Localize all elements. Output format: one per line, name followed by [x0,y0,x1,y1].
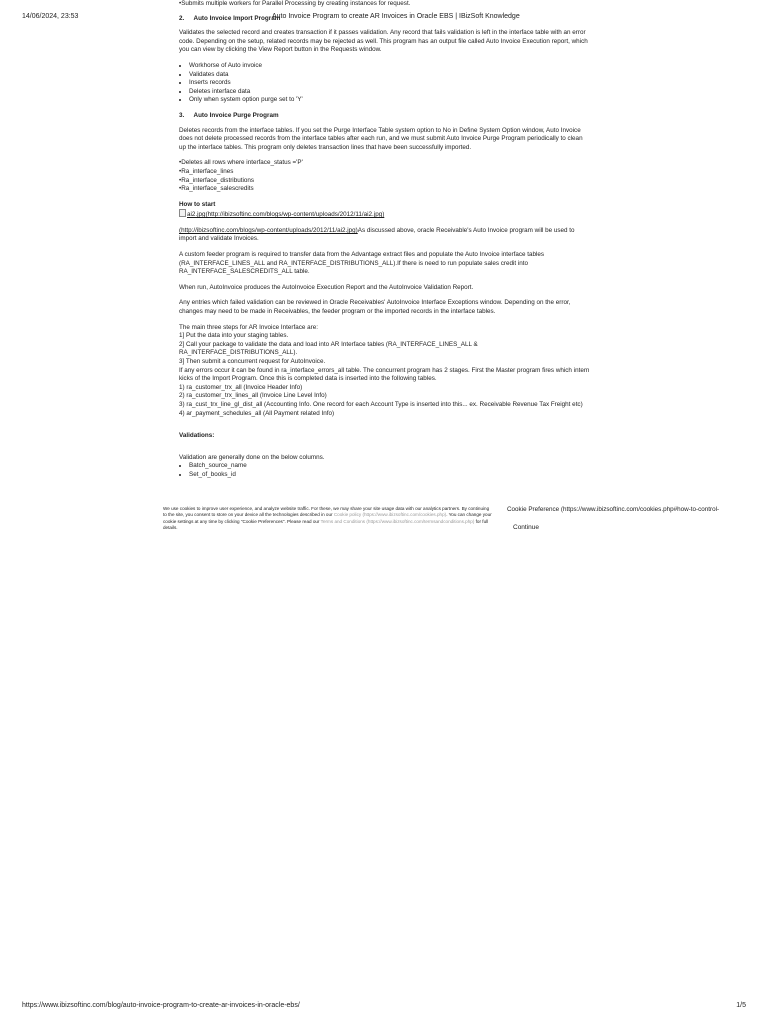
steps-line: The main three steps for AR Invoice Interface are: [179,323,318,331]
section2-paragraph: Validates the selected record and creates transaction if it passes validation. Any record that fails validation is left in the interface table with an error code. Depending on the setup, related records may be rejected as well. This program has an output file called Auto Invoice Execution report, which you can view by clicking the View Report button in the Requests window. [179,29,588,54]
page-number: 1/5 [736,1002,746,1009]
steps-block [179,324,591,419]
section3-line: •Ra_interface_distributions [179,176,255,184]
validations-intro: Validation are generally done on the below columns. [179,453,325,461]
section3-number: 3. [179,111,185,119]
image-url-link[interactable]: (http://ibizsoftinc.com/blogs/wp-content/uploads/2012/11/ai2.jpg) [205,211,385,219]
steps-line: 1) ra_customer_trx_all (Invoice Header Info) [179,383,303,391]
list-item: • Batch_source_name [189,462,591,471]
steps-line: 2) ra_customer_trx_lines_all (Invoice Line Level Info) [179,392,327,400]
cookie-text-part: for full details. [163,518,489,530]
how-to-start-text: As discussed above, oracle Receivable's Auto Invoice program will be used to import and validate Invoices. [179,226,575,243]
paragraph-reports: When run, AutoInvoice produces the AutoInvoice Execution Report and the AutoInvoice Validation Report. [179,283,474,291]
steps-line: 3) ra_cust_trx_line_gl_dist_all (Accounting Info. One record for each Account Type is inserted into this... ex. Receivable Revenue Tax Freight etc) [179,400,583,408]
list-item: • Workhorse of Auto invoice [189,62,591,71]
steps-line: 2] Call your package to validate the data and load into AR Interface tables (RA_INTERFACE_LINES_ALL & RA_INTERFACE_DISTRIBUTIONS_ALL). [179,340,478,357]
section2-title: Auto Invoice Import Program [193,14,281,22]
steps-line: 3] Then submit a concurrent request for AutoInvoice. [179,358,326,365]
list-item: • Validates data [189,71,591,80]
section3-heading [179,112,591,121]
cookie-text-part: . You can change your cookie settings at any time by clicking "Cookie Preferences". Please read our [163,512,492,524]
list-item: • Inserts records [189,79,591,88]
image-source-link[interactable]: (http://ibizsoftinc.com/blogs/wp-content/uploads/2012/11/ai2.jpg) [179,226,358,234]
how-to-start-paragraph [179,227,591,244]
image-link-line[interactable] [179,209,591,220]
broken-image-icon [179,209,186,217]
cookie-policy-link[interactable]: Cookie policy (https://www.ibizsoftinc.com/cookies.php) [333,512,447,518]
cookie-banner-text [163,506,493,531]
list-item: • Set_of_books_id [189,471,591,480]
continue-button[interactable]: Continue [513,524,540,531]
section2-number: 2. [179,14,185,22]
section3-line: •Ra_interface_salescredits [179,185,254,193]
top-line: •Submits multiple workers for Parallel Processing by creating instances for request. [179,0,411,7]
validations-heading: Validations: [179,432,215,440]
section2-heading [179,15,591,24]
section3-title: Auto Invoice Purge Program [193,111,279,119]
cookie-preference-link[interactable]: Cookie Preference (https://www.ibizsoftinc.com/cookies.php#how-to-control- [507,506,720,513]
list-item: • Deletes interface data [189,88,591,97]
paragraph-exceptions: Any entries which failed validation can be reviewed in Oracle Receivables' AutoInvoice Interface Exceptions window. Depending on the error, changes may need to be made in Receivables, the feeder program or the imported records in the interface tables. [179,299,571,316]
section3-paragraph: Deletes records from the interface tables. If you set the Purge Interface Table system option to No in Define System Option window, Auto Invoice does not delete processed records from the interface tables after each run, and we must submit Auto Invoice Purge Program periodically to clean up the interface tables. This program only deletes transaction lines that have been successfully imported. [179,126,583,151]
section2-bullets [179,62,591,105]
image-alt-text[interactable]: ai2.jpg [187,211,206,219]
how-to-start-heading: How to start [179,200,216,208]
print-date: 14/06/2024, 23:53 [22,13,79,20]
steps-line: If any errors occur it can be found in ra_interface_errors_all table. The concurrent program has 2 stages. First the Master program fires which intern kicks of the Import Program. Once this is completed data is inserted into the following tables. [179,366,590,383]
steps-line: 1] Put the data into your staging tables. [179,332,289,340]
list-item: • Only when system option purge set to 'Y' [189,96,591,105]
terms-link[interactable]: Terms and Conditions (https://www.ibizsoftinc.com/termsandconditions.php) [320,518,475,524]
cookie-text-part: We use cookies to improve user experience, and analyze website traffic. For these, we may share your site usage data with our analytics partners. By continuing to the site, you consent to store on your device all the technologies described in our [163,506,490,518]
page-title: Auto Invoice Program to create AR Invoices in Oracle EBS | IBizSoft Knowledge [272,13,520,20]
footer-url: https://www.ibizsoftinc.com/blog/auto-invoice-program-to-create-ar-invoices-in-oracle-ebs/ [22,1002,300,1009]
steps-line: 4) ar_payment_schedules_all (All Payment related Info) [179,409,335,417]
paragraph-feeder: A custom feeder program is required to transfer data from the Advantage extract files and populate the Auto Invoice interface tables (RA_INTERFACE_LINES_ALL and RA_INTERFACE_DISTRIBUTIONS_ALL).If there is need to run populate sales credit into RA_INTERFACE_SALESCREDITS_ALL table. [179,251,545,276]
validations-bullets [179,462,591,479]
article-body [179,0,591,487]
cookie-banner [163,506,720,542]
section3-line: •Ra_interface_lines [179,167,234,175]
section3-line: •Deletes all rows where interface_status ='P' [179,159,303,167]
